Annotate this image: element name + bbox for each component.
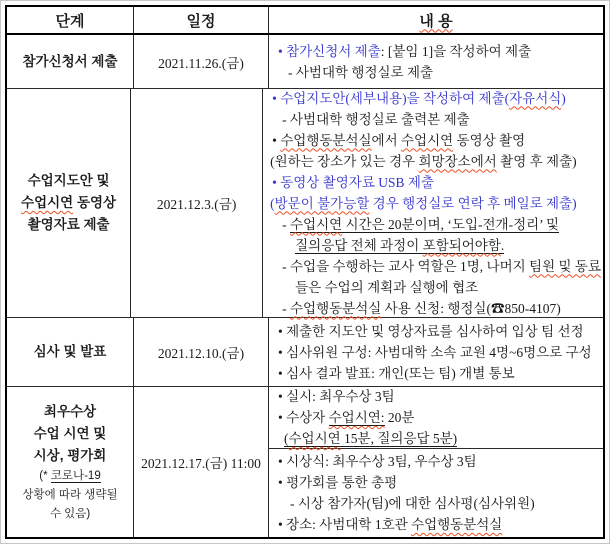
text-segment: • 심사 결과 발표: 개인(또는 팀) 개별 통보 [278, 365, 515, 381]
schedule-date: 2021.12.10.(금) [157, 346, 245, 361]
content-cell [263, 89, 603, 317]
stage-line [21, 192, 116, 214]
text-segment: 수업지도안 및 [27, 173, 110, 188]
stage-cell [7, 35, 134, 88]
text-segment: • 평가회를 통한 총평 [278, 475, 398, 490]
text-segment: 20분 [384, 410, 415, 425]
text-segment: 수업행동분석실 [411, 517, 503, 532]
content-line [268, 214, 601, 235]
table-row [7, 35, 603, 89]
table-row [7, 89, 603, 318]
schedule-cell [134, 387, 269, 537]
text-segment: - 시상 참가자(팀)에 대한 심사평(심사위원) [290, 496, 535, 511]
text-segment: ) [561, 90, 566, 106]
text-segment: - 수업을 수행하는 교사 역할은 1명, 나머지 [282, 258, 530, 274]
text-segment: • 심사위원 구성: 사범대학 소속 교원 4명~6명으로 구성 [278, 344, 592, 360]
content-line [274, 386, 601, 407]
stage-line [22, 486, 117, 505]
table-row [7, 318, 603, 387]
content-line [268, 130, 601, 151]
text-segment: - [282, 300, 290, 316]
schedule-cell [134, 318, 269, 386]
text-segment: 동영상 [73, 195, 117, 210]
text-segment: 수업시연 [401, 132, 454, 148]
content-line [274, 407, 601, 428]
stage-line [34, 445, 107, 467]
text-segment: • 장소: 사범대학 1호관 [278, 517, 412, 532]
schedule-cell [131, 89, 263, 317]
text-segment: 심사 및 발표 [33, 344, 107, 359]
content-line [274, 342, 601, 363]
content-line [274, 472, 601, 493]
text-segment: (* [39, 469, 51, 482]
stage-line [44, 401, 96, 423]
text-segment: 최우수상 [43, 403, 97, 419]
column-header [134, 7, 269, 33]
text-segment: 참가신청서 제출 [22, 53, 118, 69]
content-line [268, 109, 601, 130]
content-line [274, 321, 601, 342]
stage-cell [7, 387, 134, 537]
text-segment: • 동영상 촬영자료 USB 제출 [272, 174, 434, 190]
text-segment: • 실시: 최우수상 3팀 [278, 389, 395, 404]
content-line [274, 41, 601, 62]
content-line [274, 363, 601, 384]
text-segment: - 사범대학 행정실로 출력본 제출 [282, 111, 470, 127]
text-segment: 시상, 평가회 [33, 447, 107, 463]
column-header [269, 7, 603, 33]
content-line [268, 298, 601, 319]
text-segment: ( [284, 431, 289, 446]
text-segment: 수업시연 [288, 431, 341, 446]
text-segment: 수 있음) [49, 507, 91, 520]
text-segment: 수업시연 [21, 195, 74, 210]
text-segment: 수업시연: [328, 410, 385, 425]
stage-line [22, 51, 117, 73]
content-line [268, 172, 601, 193]
text-segment: : [붙임 1]을 작성하여 제출 [380, 43, 532, 59]
schedule-date: 2021.12.3.(금) [156, 197, 237, 212]
text-segment: 촬영 후 제출) [496, 153, 577, 169]
text-segment: 팀원 및 동료 [529, 258, 601, 274]
text-segment: 들은 수업의 계획과 실행에 협조 [295, 279, 479, 295]
text-segment: • 제출한 지도안 및 영상자료를 심사하여 입상 팀 선정 [278, 323, 584, 339]
stage-line [28, 214, 110, 236]
stage-cell [7, 89, 131, 317]
stage-line [50, 505, 90, 524]
content-cell [269, 35, 603, 88]
content-line [274, 428, 601, 449]
text-segment: 수업행동분석실 [280, 132, 372, 148]
content-line [274, 62, 601, 83]
content-cell [269, 318, 603, 386]
schedule-cell [134, 35, 269, 88]
text-segment: • [272, 132, 281, 148]
text-segment: 사용 신청: 행정실(☎850-4107) [381, 300, 561, 316]
stage-cell [7, 318, 134, 386]
text-segment: • 시상식: 최우수상 3팀, 우수상 3팀 [278, 454, 477, 469]
text-segment: 희망장소에서 [418, 153, 497, 169]
content-line [268, 151, 601, 172]
text-segment: 수업 시연 및 [33, 425, 107, 441]
content-subcell-top [269, 387, 603, 449]
schedule-date: 2021.11.26.(금) [158, 55, 244, 71]
text-segment: 동영상 촬영 [453, 132, 526, 148]
text-segment: - [282, 216, 290, 232]
content-line [268, 88, 601, 109]
column-header-label: 단계 [55, 12, 85, 30]
text-segment: 수업시연 [290, 216, 343, 232]
text-segment: • 참가신청서 제출 [278, 43, 381, 59]
text-segment: 15분, 질의응답 5분) [340, 431, 458, 446]
schedule-table [5, 5, 605, 539]
column-header-label: 일정 [186, 12, 216, 30]
table-row [7, 387, 603, 537]
text-segment: 시간은 20분이며, ‘도입-전개-정리’ 및 [342, 216, 560, 232]
text-segment: 자유서식 [509, 90, 562, 106]
text-segment: 방문이 불가능할 [274, 195, 370, 211]
text-segment: - 사범대학 행정실로 제출 [288, 64, 434, 80]
stage-line [39, 467, 100, 486]
stage-line [34, 423, 107, 445]
content-cell [269, 387, 603, 537]
text-segment: 질의응답 전체 과정이 [295, 237, 423, 253]
content-line [268, 235, 601, 256]
content-subcell-bottom [269, 449, 603, 537]
column-header-label: 내 용 [419, 12, 453, 30]
content-line [274, 451, 601, 472]
text-segment: ( [270, 195, 275, 211]
stage-line [34, 341, 107, 363]
content-line [268, 256, 601, 277]
text-segment: 포함되어야함 [422, 237, 501, 253]
stage-line [28, 170, 110, 192]
content-line [268, 277, 601, 298]
header-row [7, 7, 603, 35]
text-segment: 수업행동분석실 [290, 300, 382, 316]
schedule-date: 2021.12.17.(금) 11:00 [141, 456, 261, 471]
text-segment: 에서 [371, 132, 401, 148]
content-line [268, 193, 601, 214]
text-segment: . [500, 237, 505, 253]
text-segment: • 수업지도안(세부내용)을 작성하여 제출( [272, 90, 510, 106]
content-line [274, 493, 601, 514]
text-segment: 경우 행정실로 연락 후 메일로 제출) [369, 195, 577, 211]
text-segment: • 수상자 [278, 410, 329, 425]
text-segment: 코로나-19 [50, 469, 101, 482]
text-segment: (원하는 장소가 있는 경우 [270, 153, 419, 169]
column-header [7, 7, 134, 33]
text-segment: 상황에 따라 생략될 [22, 488, 118, 501]
text-segment: 촬영자료 제출 [27, 217, 110, 232]
content-line [274, 514, 601, 535]
